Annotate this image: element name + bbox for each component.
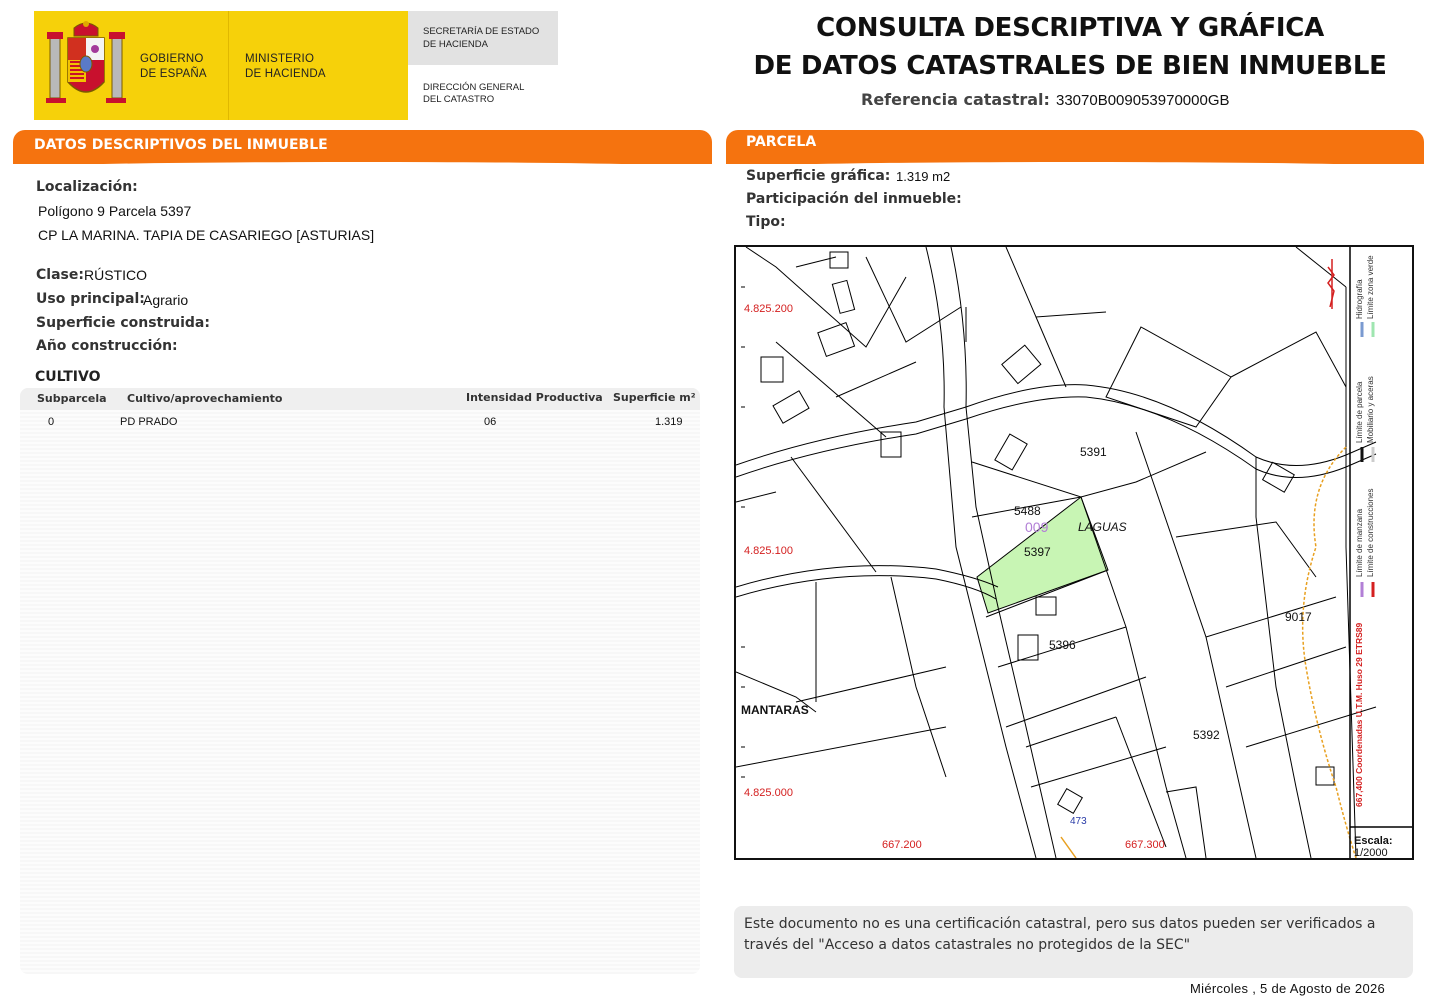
cell-subparcela: 0 [48,416,55,428]
descriptivos-header [13,130,712,164]
map-drawing [736,247,1412,858]
scale-value: 1/2000 [1354,847,1388,859]
secretaria-line2: DE HACIENDA [423,39,488,50]
title-line2: DE DATOS CATASTRALES DE BIEN INMUEBLE [753,51,1387,81]
cell-cultivo: PD PRADO [120,416,178,428]
parcel-label-9017: 9017 [1285,610,1312,624]
localizacion-line2: CP LA MARINA. TAPIA DE CASARIEGO [ASTURIAS] [38,227,375,243]
gobierno-line1: GOBIERNO [140,53,204,65]
direccion-line1: DIRECCIÓN GENERAL [423,82,525,93]
secretaria-line1: SECRETARÍA DE ESTADO [423,26,540,37]
place-label-laguas: LAGUAS [1078,520,1127,534]
uso-value: Agrario [143,292,189,308]
cultivo-title: CULTIVO [35,369,101,385]
gobierno-line2: DE ESPAÑA [140,68,207,80]
localizacion-line1: Polígono 9 Parcela 5397 [38,203,192,219]
legend-hidrografia-text: Hidrografía [1355,279,1364,319]
col-superficie: Superficie m² [613,391,696,404]
cell-superficie: 1.319 [655,416,683,428]
map-y-label-2: 4.825.100 [744,545,793,557]
legend-mobiliario-text: Mobiliario y aceras [1366,376,1375,443]
parcel-label-5397: 5397 [1024,545,1051,559]
legend-coords-text: 667,400 Coordenadas U.T.M. Huso 29 ETRS89 [1354,622,1364,807]
ministerio-line2: DE HACIENDA [245,68,326,80]
ref-value: 33070B009053970000GB [1056,92,1230,109]
disclaimer-text: Este documento no es una certificación catastral, pero sus datos pueden ser verificados a través del "Acceso a datos catastrales no protegidos de la SEC" [744,916,1376,953]
legend-parcela-text: Límite de parcela [1355,381,1364,443]
place-label-mantaras: MANTARAS [741,703,809,717]
map-y-label-1: 4.825.200 [744,303,793,315]
direccion-line2: DEL CATASTRO [423,94,495,105]
legend-construcciones-text: Límite de construcciones [1366,488,1375,577]
map-y-label-3: 4.825.000 [744,787,793,799]
polygon-label: 009 [1025,519,1049,535]
logo-divider [228,11,229,120]
col-subparcela: Subparcela [37,392,107,405]
ano-construccion-label: Año construcción: [36,338,178,354]
sup-construida-label: Superficie construida: [36,315,210,331]
sup-grafica-label: Superficie gráfica: [746,168,891,184]
cell-intensidad: 06 [484,416,497,428]
descriptivos-title: DATOS DESCRIPTIVOS DEL INMUEBLE [34,137,328,153]
document-title [740,9,1400,85]
participacion-label: Participación del inmueble: [746,191,962,207]
map-track-2 [1061,837,1076,858]
document-date: Miércoles , 5 de Agosto de 2026 [1190,981,1386,996]
parcel-label-5488: 5488 [1014,504,1041,518]
localizacion-label: Localización: [36,179,138,195]
uso-label: Uso principal: [36,291,145,307]
clase-label: Clase: [36,267,84,283]
parcela-header [726,130,1424,164]
map-x-label-1: 667.200 [882,839,922,851]
parcel-label-5391: 5391 [1080,445,1107,459]
coat-of-arms-icon [44,20,128,110]
col-intensidad: Intensidad Productiva [466,391,603,404]
scale-label: Escala: [1354,835,1393,847]
tipo-label: Tipo: [746,214,786,230]
title-line1: CONSULTA DESCRIPTIVA Y GRÁFICA [816,13,1324,43]
sup-grafica-value: 1.319 m2 [896,169,951,184]
clase-value: RÚSTICO [84,267,147,283]
parcel-label-5396: 5396 [1049,638,1076,652]
parcela-title: PARCELA [746,134,817,150]
ref-label: Referencia catastral: [861,90,1050,109]
ministerio-line1: MINISTERIO [245,53,315,65]
parcel-label-473: 473 [1070,816,1087,827]
legend-zona-verde-text: Límite zona verde [1366,255,1375,319]
cadastral-map [734,245,1414,860]
map-x-label-2: 667.300 [1125,839,1165,851]
parcel-label-5392: 5392 [1193,728,1220,742]
legend-manzana-text: Límite de manzana [1355,508,1364,577]
cultivo-table [20,388,700,974]
col-cultivo: Cultivo/aprovechamiento [127,392,283,405]
